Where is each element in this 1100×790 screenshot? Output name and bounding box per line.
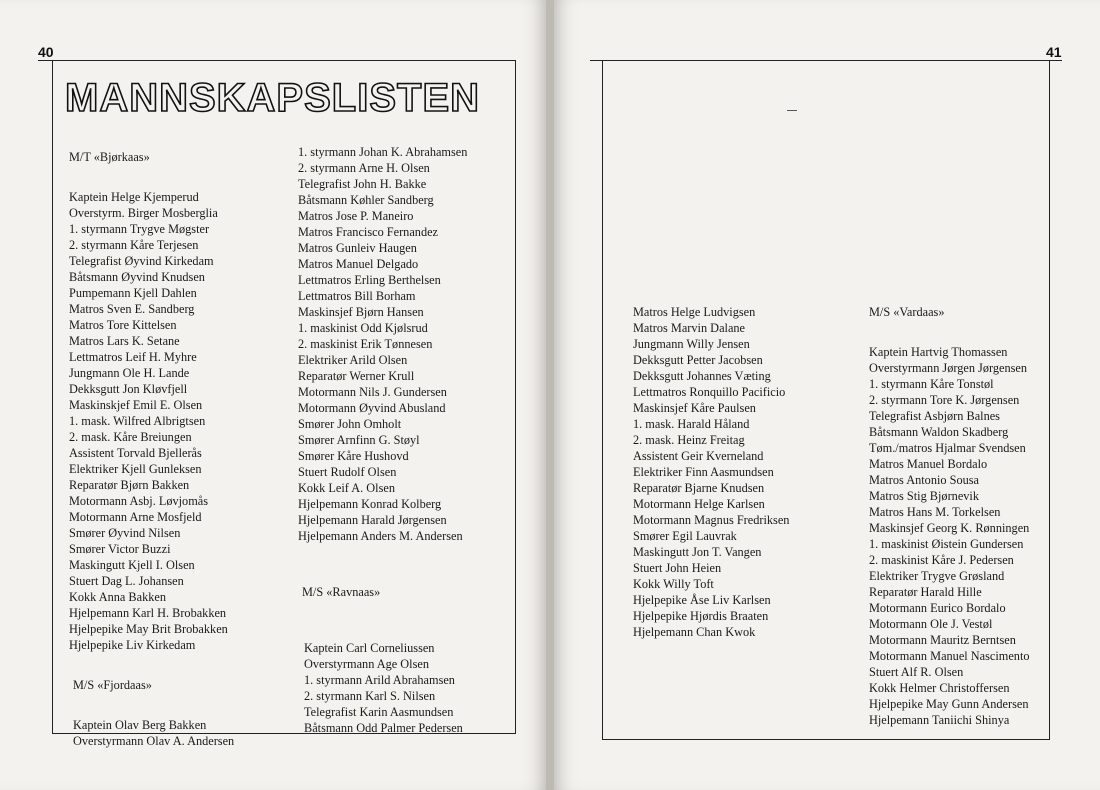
column-2 [298, 144, 467, 736]
crew-entry: Hjelpemann Taniichi Shinya [869, 713, 1010, 727]
crew-entry: Hjelpemann Chan Kwok [633, 625, 756, 639]
crew-entry: Dekksgutt Jon Kløvfjell [69, 382, 188, 396]
crew-entry: Jungmann Willy Jensen [633, 337, 750, 351]
dash-mark [787, 110, 797, 111]
crew-entry: Lettmatros Leif H. Myhre [69, 350, 197, 364]
crew-entry: 2. mask. Kåre Breiungen [69, 430, 192, 444]
crew-entry: Motormann Nils J. Gundersen [298, 385, 447, 399]
crew-entry: Matros Gunleiv Haugen [298, 241, 417, 255]
crew-entry: Stuert John Heien [633, 561, 722, 575]
page-number-left: 40 [38, 44, 54, 60]
crew-list-fjordaas-cont [298, 144, 467, 544]
crew-entry: 1. styrmann Arild Abrahamsen [304, 673, 455, 687]
crew-entry: Matros Marvin Dalane [633, 321, 746, 335]
crew-entry: Dekksgutt Petter Jacobsen [633, 353, 763, 367]
crew-entry: Kaptein Carl Corneliussen [304, 641, 435, 655]
crew-entry: Stuert Alf R. Olsen [869, 665, 964, 679]
crew-entry: Motormann Mauritz Berntsen [869, 633, 1016, 647]
column-3 [633, 304, 789, 640]
page-number-right: 41 [1046, 44, 1062, 60]
crew-entry: Hjelpemann Karl H. Brobakken [69, 606, 227, 620]
crew-entry: Maskingutt Jon T. Vangen [633, 545, 762, 559]
crew-entry: Motormann Øyvind Abusland [298, 401, 446, 415]
crew-entry: Matros Manuel Delgado [298, 257, 419, 271]
crew-entry: 1. maskinist Øistein Gundersen [869, 537, 1024, 551]
crew-entry: Dekksgutt Johannes Væting [633, 369, 771, 383]
crew-entry: Kokk Willy Toft [633, 577, 714, 591]
crew-entry: Pumpemann Kjell Dahlen [69, 286, 197, 300]
crew-entry: 1. mask. Wilfred Albrigtsen [69, 414, 206, 428]
crew-entry: Matros Antonio Sousa [869, 473, 979, 487]
crew-entry: Matros Jose P. Maneiro [298, 209, 414, 223]
crew-entry: Båtsmann Odd Palmer Pedersen [304, 721, 463, 735]
crew-entry: Matros Helge Ludvigsen [633, 305, 756, 319]
crew-entry: Overstyrmann Olav A. Andersen [73, 734, 235, 748]
crew-entry: Lettmatros Ronquillo Pacificio [633, 385, 786, 399]
crew-entry: Matros Hans M. Torkelsen [869, 505, 1001, 519]
crew-entry: Kokk Leif A. Olsen [298, 481, 395, 495]
crew-list-bjorkaas [69, 189, 234, 653]
crew-entry: Motormann Helge Karlsen [633, 497, 765, 511]
crew-entry: Lettmatros Bill Borham [298, 289, 416, 303]
crew-entry: 1. styrmann Trygve Møgster [69, 222, 210, 236]
crew-entry: Stuert Dag L. Johansen [69, 574, 184, 588]
crew-entry: 1. styrmann Johan K. Abrahamsen [298, 145, 468, 159]
crew-entry: Assistent Geir Kverneland [633, 449, 764, 463]
crew-entry: Tøm./matros Hjalmar Svendsen [869, 441, 1026, 455]
column-4 [869, 304, 1030, 728]
crew-entry: Assistent Torvald Bjellerås [69, 446, 202, 460]
crew-entry: Smører Arnfinn G. Støyl [298, 433, 420, 447]
crew-list-fjordaas [69, 717, 234, 749]
crew-entry: Hjelpepike Hjørdis Braaten [633, 609, 769, 623]
crew-entry: 2. maskinist Erik Tønnesen [298, 337, 433, 351]
crew-entry: Smører John Omholt [298, 417, 402, 431]
crew-entry: Maskinskjef Emil E. Olsen [69, 398, 203, 412]
crew-entry: Elektriker Trygve Grøsland [869, 569, 1005, 583]
crew-entry: Kaptein Hartvig Thomassen [869, 345, 1008, 359]
crew-entry: Smører Egil Lauvrak [633, 529, 737, 543]
crew-entry: Hjelpepike May Gunn Andersen [869, 697, 1029, 711]
crew-entry: Matros Sven E. Sandberg [69, 302, 195, 316]
crew-list-ravnaas [298, 640, 467, 736]
crew-entry: Smører Øyvind Nilsen [69, 526, 181, 540]
ship-name-ravnaas: M/S «Ravnaas» [302, 585, 381, 599]
crew-entry: Reparatør Bjarne Knudsen [633, 481, 765, 495]
crew-list-ravnaas-cont [633, 304, 789, 640]
crew-entry: Motormann Eurico Bordalo [869, 601, 1006, 615]
crew-entry: Reparatør Bjørn Bakken [69, 478, 190, 492]
crew-entry: Båtsmann Waldon Skadberg [869, 425, 1009, 439]
column-1 [69, 149, 234, 749]
crew-entry: Maskinsjef Kåre Paulsen [633, 401, 756, 415]
crew-entry: Reparatør Werner Krull [298, 369, 415, 383]
crew-entry: Jungmann Ole H. Lande [69, 366, 190, 380]
crew-list-vardaas [869, 344, 1030, 728]
crew-entry: 2. maskinist Kåre J. Pedersen [869, 553, 1014, 567]
crew-entry: Hjelpemann Anders M. Andersen [298, 529, 463, 543]
crew-entry: 1. styrmann Kåre Tonstøl [869, 377, 994, 391]
crew-entry: Matros Manuel Bordalo [869, 457, 988, 471]
crew-entry: 1. mask. Harald Håland [633, 417, 750, 431]
crew-entry: Telegrafist John H. Bakke [298, 177, 427, 191]
crew-entry: Hjelpepike Åse Liv Karlsen [633, 593, 771, 607]
ship-name-fjordaas: M/S «Fjordaas» [73, 678, 152, 692]
crew-entry: Elektriker Arild Olsen [298, 353, 408, 367]
crew-entry: Motormann Manuel Nascimento [869, 649, 1030, 663]
crew-entry: Stuert Rudolf Olsen [298, 465, 397, 479]
crew-entry: 2. mask. Heinz Freitag [633, 433, 745, 447]
crew-entry: Hjelpepike May Brit Brobakken [69, 622, 228, 636]
crew-entry: Matros Francisco Fernandez [298, 225, 439, 239]
crew-entry: Telegrafist Øyvind Kirkedam [69, 254, 214, 268]
crew-entry: Maskingutt Kjell I. Olsen [69, 558, 195, 572]
crew-entry: 2. styrmann Tore K. Jørgensen [869, 393, 1020, 407]
crew-entry: Elektriker Finn Aasmundsen [633, 465, 774, 479]
crew-entry: Båtsmann Øyvind Knudsen [69, 270, 205, 284]
crew-entry: Smører Kåre Hushovd [298, 449, 409, 463]
crew-entry: 2. styrmann Arne H. Olsen [298, 161, 430, 175]
crew-entry: Motormann Arne Mosfjeld [69, 510, 202, 524]
crew-entry: Kaptein Helge Kjemperud [69, 190, 199, 204]
crew-entry: 1. maskinist Odd Kjølsrud [298, 321, 428, 335]
crew-entry: 2. styrmann Kåre Terjesen [69, 238, 199, 252]
crew-entry: Båtsmann Køhler Sandberg [298, 193, 434, 207]
crew-entry: Overstyrmann Age Olsen [304, 657, 429, 671]
crew-entry: Reparatør Harald Hille [869, 585, 982, 599]
crew-entry: Kaptein Olav Berg Bakken [73, 718, 207, 732]
crew-entry: Hjelpemann Konrad Kolberg [298, 497, 442, 511]
crew-entry: Overstyrmann Jørgen Jørgensen [869, 361, 1028, 375]
crew-entry: Smører Victor Buzzi [69, 542, 171, 556]
page-title: MANNSKAPSLISTEN [65, 76, 481, 120]
crew-entry: Motormann Ole J. Vestøl [869, 617, 993, 631]
crew-entry: Elektriker Kjell Gunleksen [69, 462, 202, 476]
crew-entry: Matros Tore Kittelsen [69, 318, 177, 332]
crew-entry: Matros Lars K. Setane [69, 334, 180, 348]
crew-entry: Motormann Magnus Fredriksen [633, 513, 790, 527]
ship-name-bjorkaas: M/T «Bjørkaas» [69, 150, 150, 164]
crew-entry: Lettmatros Erling Berthelsen [298, 273, 441, 287]
crew-entry: Hjelpemann Harald Jørgensen [298, 513, 447, 527]
crew-entry: Motormann Asbj. Løvjomås [69, 494, 209, 508]
crew-entry: Kokk Helmer Christoffersen [869, 681, 1010, 695]
crew-entry: Overstyrm. Birger Mosberglia [69, 206, 218, 220]
ship-name-vardaas: M/S «Vardaas» [869, 305, 945, 319]
crew-entry: Hjelpepike Liv Kirkedam [69, 638, 196, 652]
crew-entry: Telegrafist Asbjørn Balnes [869, 409, 1000, 423]
crew-entry: Maskinsjef Bjørn Hansen [298, 305, 424, 319]
crew-entry: Telegrafist Karin Aasmundsen [304, 705, 454, 719]
crew-entry: Kokk Anna Bakken [69, 590, 166, 604]
book-gutter [546, 0, 554, 790]
crew-entry: 2. styrmann Karl S. Nilsen [304, 689, 436, 703]
crew-entry: Matros Stig Bjørnevik [869, 489, 979, 503]
crew-entry: Maskinsjef Georg K. Rønningen [869, 521, 1030, 535]
